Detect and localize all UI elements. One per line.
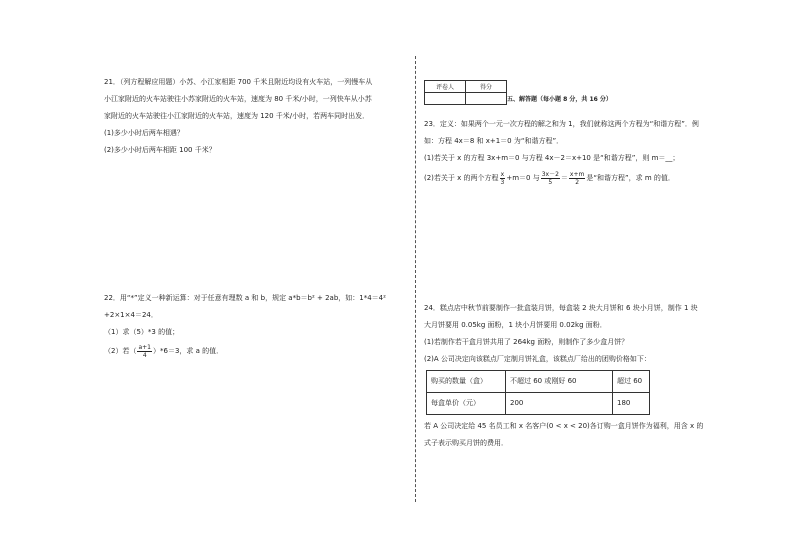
q23-sub-2-b: +m＝0 与 [506,174,540,182]
q23-line-2: 如：方程 4x＝8 和 x+1＝0 为“和谐方程”． [424,137,564,145]
q21-line-2: 小江家附近的火车站驶往小苏家附近的火车站，速度为 80 千米/小时，一列快车从小苏 [104,95,372,103]
q23-fraction-3 [569,171,585,186]
score-table-grader-cell [425,93,466,105]
question-22 [104,290,404,361]
q24-after-1: 若 A 公司决定给 45 名员工和 x 名客户(0 < x < 20)各订购一盒月饼作为福利，用含 x 的 [424,422,704,430]
score-table-score-header: 得分 [466,81,507,93]
q23-sub-2 [424,167,724,189]
q22-sub-2-prefix: （2）若（ [104,347,137,355]
q23-sub-2-d: 是“和谐方程”，求 m 的值． [586,174,675,182]
q23-fraction-1 [500,171,506,186]
q23-fraction-3-numerator: x+m [569,170,585,178]
q23-fraction-1-denominator: 3 [500,178,505,186]
q21-line-3: 家附近的火车站驶往小江家附近的火车站，速度为 120 千米/小时，若两车同时出发． [104,112,370,120]
q23-sub-2-a: (2)若关于 x 的两个方程 [424,174,499,182]
q23-line-1: 23．定义：如果两个一元一次方程的解之和为 1，我们就称这两个方程为“和谐方程”．例 [424,120,699,128]
q22-sub-1: （1）求（5）*3 的值； [104,328,180,336]
q23-fraction-3-denominator: 2 [575,178,580,186]
column-divider [415,56,416,502]
q21-sub-1: (1)多少小时后两车相遇？ [104,129,184,137]
question-24 [424,300,724,452]
q24-sub-1: (1)若制作若干盒月饼共用了 264kg 面粉，则制作了多少盒月饼？ [424,338,629,346]
q23-fraction-2 [541,171,560,186]
score-table-grader-header: 评卷人 [425,81,466,93]
q22-sub-2 [104,341,404,361]
q21-sub-2: (2)多少小时后两车相距 100 千米？ [104,146,216,154]
price-table-tier-1-price: 200 [506,393,613,415]
q22-sub-2-suffix: ）*6＝3，求 a 的值． [153,347,224,355]
q24-after-2: 式子表示购买月饼的费用． [424,439,508,447]
q23-fraction-2-numerator: 3x－2 [541,170,559,178]
q21-line-1: 21．（列方程解应用题）小苏、小江家相距 700 千米且附近均设有火车站，一列慢车从 [104,78,373,86]
price-table-tier-2-header: 超过 60 [613,371,650,393]
q22-fraction-denominator: 4 [142,351,147,359]
q23-fraction-1-numerator: x [500,170,505,178]
score-table [424,80,507,105]
price-table-unit-price-label: 每盒单价（元） [427,393,506,415]
price-table [426,370,650,415]
section-title: 五、解答题（每小题 8 分，共 16 分） [507,96,612,103]
q24-sub-2: (2)A 公司决定向该糕点厂定制月饼礼盒，该糕点厂给出的团购价格如下： [424,355,651,363]
q22-line-2: +2×1×4＝24． [104,311,158,319]
q24-line-2: 大月饼要用 0.05kg 面粉，1 块小月饼要用 0.02kg 面粉． [424,321,607,329]
q23-fraction-2-denominator: 5 [548,178,553,186]
q22-line-1: 22．用“*”定义一种新运算：对于任意有理数 a 和 b，规定 a*b＝b² + 2ab，如：1*4＝4² [104,294,386,302]
q22-fraction-numerator: a+1 [138,343,151,351]
q23-sub-2-c: ＝ [560,174,568,182]
q22-fraction [137,344,152,359]
score-table-score-cell [466,93,507,105]
price-table-tier-1-header: 不超过 60 或刚好 60 [506,371,613,393]
q23-sub-1: (1)若关于 x 的方程 3x+m＝0 与方程 4x－2＝x+10 是“和谐方程”，则 m＝__； [424,154,680,162]
price-table-quantity-label: 购买的数量（盒） [427,371,506,393]
price-table-tier-2-price: 180 [613,393,650,415]
question-21 [104,74,404,159]
question-23 [424,116,724,189]
q24-line-1: 24．糕点店中秋节前要制作一批盒装月饼，每盒装 2 块大月饼和 6 块小月饼，制作 1 块 [424,304,698,312]
